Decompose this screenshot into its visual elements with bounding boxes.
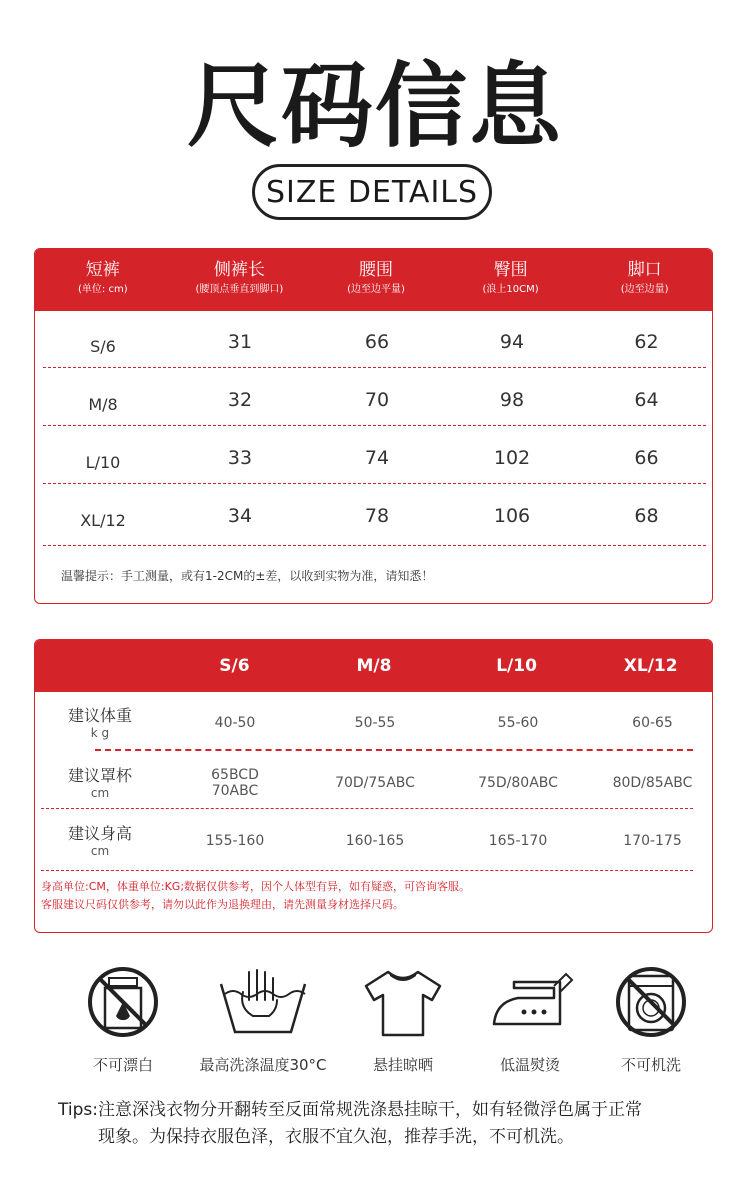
recommend-note: 身高单位:CM，体重单位:KG;数据仅供参考，因个人体型有异，如有疑惑，可咨询客服。 (41, 880, 471, 893)
column-header: XL/12 (623, 656, 678, 676)
recommend-table-header (35, 640, 712, 692)
subtitle-text: SIZE DETAILS (265, 174, 479, 210)
divider (43, 425, 706, 426)
recommend-note: 客服建议尺码仅供参考，请勿以此作为退换理由，请先测量身材选择尺码。 (41, 898, 404, 911)
divider (41, 870, 693, 871)
column-header: M/8 (356, 656, 392, 676)
divider (43, 545, 706, 546)
column-header: 短裤 (单位: cm) (78, 260, 128, 295)
care-tips (58, 1097, 718, 1151)
size-table-header (35, 249, 712, 311)
column-header: 脚口 (边至边量) (620, 260, 669, 295)
measurement-note: 温馨提示：手工测量，或有1-2CM的±差，以收到实物为准，请知悉！ (61, 569, 434, 583)
subtitle-badge (252, 164, 492, 220)
care-item: 不可机洗 (596, 962, 706, 1075)
table-row: S/6 31 66 94 62 (90, 331, 659, 356)
table-row: XL/12 34 78 106 68 (80, 505, 659, 530)
tips-line: Tips:注意深浅衣物分开翻转至反面常规洗涤悬挂晾干，如有轻微浮色属于正常 (58, 1100, 642, 1120)
no-bleach-icon (83, 962, 163, 1042)
care-item: 不可漂白 (68, 962, 178, 1075)
divider (43, 367, 706, 368)
table-row: L/10 33 74 102 66 (85, 447, 659, 472)
tips-line: 现象。为保持衣服色泽，衣服不宜久泡，推荐手洗，不可机洗。 (98, 1127, 574, 1147)
divider (41, 808, 693, 809)
size-table (34, 248, 713, 604)
table-row: 建议体重 k g 40-50 50-55 55-60 60-65 (67, 706, 673, 740)
care-item: 悬挂晾晒 (348, 962, 458, 1075)
divider (43, 483, 706, 484)
column-header: L/10 (496, 656, 537, 676)
column-header: 臀围 (浪上10CM) (482, 260, 539, 295)
low-iron-icon (480, 962, 580, 1042)
table-row: 建议罩杯 cm 65BCD 70ABC 70D/75ABC 75D/80ABC 80D/85ABC (67, 766, 693, 800)
recommend-table (34, 639, 713, 933)
column-header: 侧裤长 (腰顶点垂直到脚口) (195, 260, 284, 295)
care-item: 低温熨烫 (470, 962, 590, 1075)
divider (95, 749, 693, 751)
wash-temperature-icon (215, 962, 311, 1042)
no-machine-wash-icon (611, 962, 691, 1042)
care-item: 最高洗涤温度30°C (188, 962, 338, 1075)
hang-dry-icon (358, 962, 448, 1042)
column-header: 腰围 (边至边平量) (347, 260, 405, 295)
page-title: 尺码信息 (186, 53, 563, 160)
table-row: 建议身高 cm 155-160 160-165 165-170 170-175 (67, 824, 682, 858)
column-header: S/6 (219, 656, 250, 676)
table-row: M/8 32 70 98 64 (88, 389, 659, 414)
